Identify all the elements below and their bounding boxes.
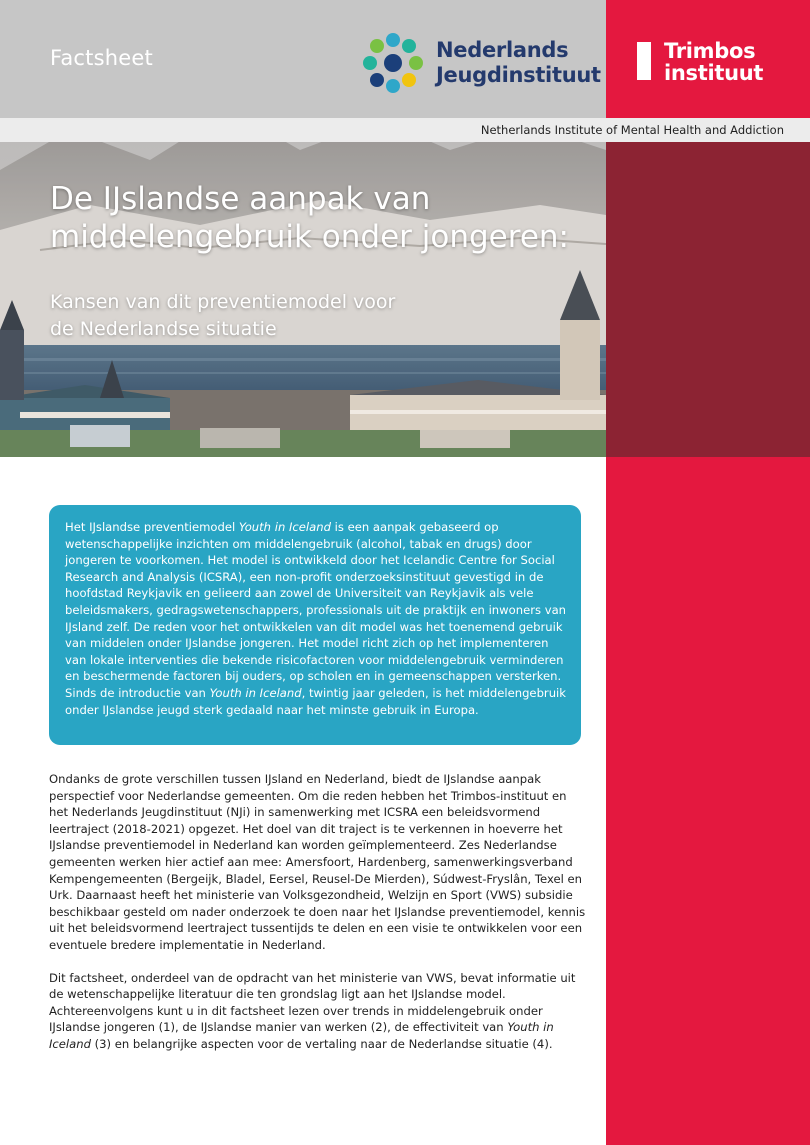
callout-intro: Het IJslandse preventiemodel [65,520,239,534]
nji-name [436,38,601,88]
callout-model-name-2: Youth in Iceland [209,685,302,700]
body-paragraph-2-c: (3) en belangrijke aspecten voor de vertaling naar de Nederlandse situatie (4). [90,1036,553,1051]
intro-callout-text [65,519,567,718]
page-title-line1: De IJslandse aanpak van [50,181,431,217]
dark-red-block [606,140,810,457]
page-subtitle-line1: Kansen van dit preventiemodel voor [50,291,396,313]
trimbos-name-line1: Trimbos [664,39,756,63]
factsheet-label: Factsheet [50,46,153,70]
nji-logo-icon [360,30,426,96]
tagline: Netherlands Institute of Mental Health and Addiction [480,123,784,137]
trimbos-name [664,40,763,84]
body-paragraph-1: Ondanks de grote verschillen tussen IJsland en Nederland, biedt de IJslandse aanpak perspectief voor Nederlandse gemeenten. Om die reden hebben het Trimbos-instituut en het Nederlands Jeugdinstituut (NJi) in samenwerking met ICSRA een beleidsvormend leertraject (2018-2021) opgezet. Het doel van dit traject is te verkennen in hoeverre het IJslandse preventiemodel in Nederland kan worden geïmplementeerd. Zes Nederlandse gemeenten werken hier actief aan mee: Amersfoort, Hardenberg, samenwerkingsverband Kempengemeenten (Bergeijk, Bladel, Eersel, Reusel-De Mierden), Súdwest-Fryslân, Texel en Urk. Daarnaast heeft het ministerie van Volksgezondheid, Welzijn en Sport (VWS) subsidie beschikbaar gesteld om nader onderzoek te doen naar het IJslandse preventiemodel, kennis uit het beleidsvormend leertraject tussentijds te delen en een visie te ontwikkelen voor een eventuele bredere implementatie in Nederland. [49,772,586,952]
body-paragraph-2 [49,970,589,1053]
page-subtitle [50,289,470,343]
body-text [49,771,589,1069]
callout-text-1: is een aanpak gebaseerd op wetenschappelijke inzichten om middelengebruik (alcohol, tabak en drugs) door jongeren te voorkomen. Het model is ontwikkeld door het Icelandic Centre for Social Research and Analysis (ICSRA), een non-profit onderzoeksinstituut gevestigd in de hoofdstad Reykjavik en gelieerd aan zowel de Universiteit van Reykjavik als vele beleidsmakers, gedragswetenschappers, professionals uit de praktijk en inwoners van IJsland zelf. De reden voor het ontwikkelen van dit model was het toenemend gebruik van middelen onder IJslandse jongeren. Het model richt zich op het implementeren van lokale interventies die bekende risicofactoren voor middelengebruik verminderen en beschermende factoren bij ouders, op scholen en in gemeenschappen versterken. Sinds de introductie van [65,520,567,700]
callout-model-name: Youth in Iceland [238,520,331,534]
body-paragraph-2-a: Dit factsheet, onderdeel van de opdracht van het ministerie van VWS, bevat informatie uit de wetenschappelijke literatuur die ten grondslag ligt aan het IJslandse model. Achtereenvolgens kunt u in dit factsheet lezen over trends in middelengebruik onder IJslandse jongeren (1), de IJslandse manier van werken (2), de effectiviteit van [49,970,576,1035]
body-paragraph-2-model: Youth in Iceland [49,1020,554,1051]
trimbos-logo-icon [637,42,651,80]
nji-name-line2: Jeugdinstituut [436,63,601,87]
callout-text-2: , twintig jaar geleden, is het middelengebruik onder IJslandse jeugd sterk gedaald naar het minste gebruik in Europa. [65,685,566,717]
page-subtitle-line2: de Nederlandse situatie [50,318,277,340]
trimbos-name-line2: instituut [664,61,764,85]
page-title [50,180,606,256]
page-title-line2: middelengebruik onder jongeren: [50,219,569,255]
nji-name-line1: Nederlands [436,38,569,62]
intro-callout [49,505,581,745]
